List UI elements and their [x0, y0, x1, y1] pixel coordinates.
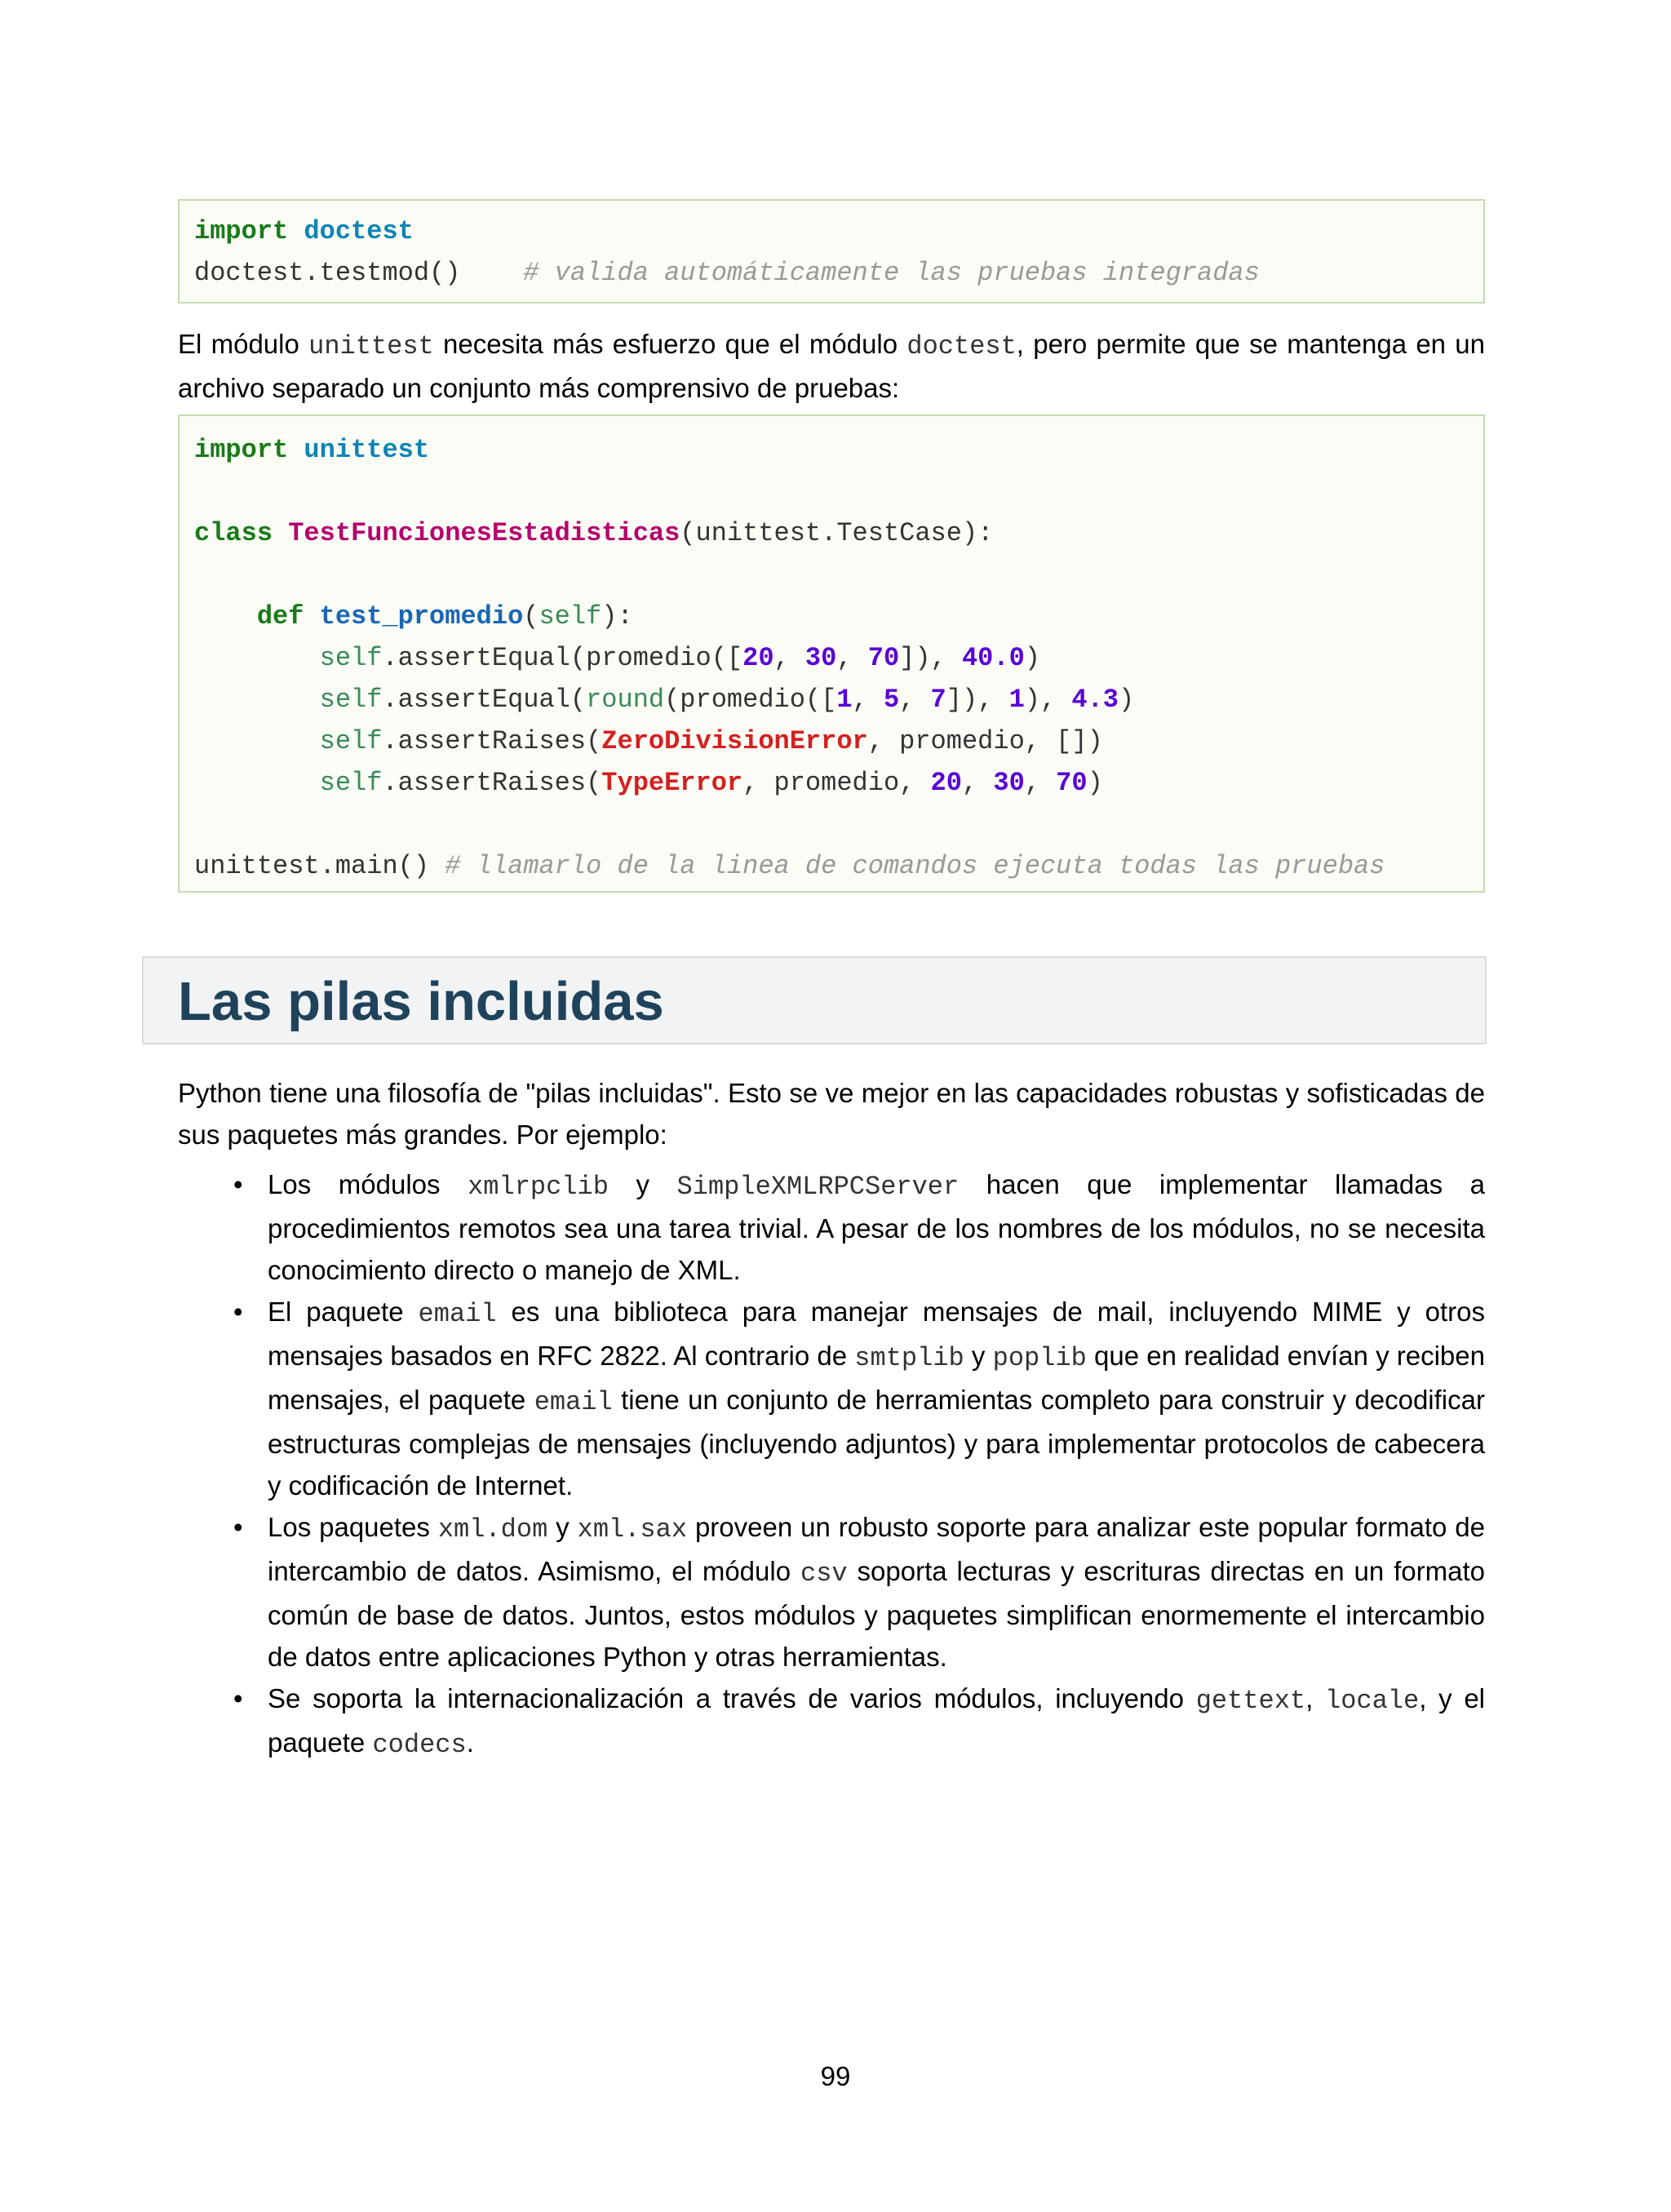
code-text: , [836, 643, 868, 673]
self-keyword: self [319, 643, 383, 673]
inline-code: codecs [372, 1730, 467, 1760]
text: Se soporta la internacionalización a través de varios módulos, incluyendo [268, 1683, 1196, 1713]
code-text: ]), [946, 685, 1009, 715]
code-line-blank [194, 804, 1483, 845]
code-line [194, 596, 1483, 637]
inline-code: email [534, 1387, 613, 1417]
code-line-blank [194, 554, 1483, 596]
code-line-blank [194, 471, 1483, 512]
code-line [194, 637, 1483, 679]
number: 5 [883, 685, 900, 715]
text: , y el paquete [268, 1683, 1486, 1758]
code-text: ( [523, 601, 539, 632]
inline-code: xml.sax [577, 1514, 688, 1545]
inline-code: poplib [992, 1343, 1087, 1373]
code-line [194, 512, 1483, 554]
code-text: unittest.main() [194, 851, 445, 881]
code-text: ]), [899, 643, 962, 673]
exception-name: TypeError [601, 768, 743, 798]
code-text: , [899, 685, 931, 715]
keyword: import [194, 435, 289, 465]
code-comment: # valida automáticamente las pruebas integradas [523, 258, 1260, 288]
code-text: , [961, 768, 994, 798]
code-comment: # llamarlo de la linea de comandos ejecuta todas las pruebas [445, 851, 1385, 881]
code-block-doctest [178, 199, 1485, 304]
builtin-round: round [586, 685, 665, 715]
text: Los paquetes [268, 1512, 438, 1542]
bullet-list [178, 1164, 1485, 1766]
keyword: def [256, 601, 304, 632]
self-keyword: self [539, 601, 602, 632]
function-name: test_promedio [319, 601, 524, 632]
number: 40.0 [961, 643, 1025, 673]
keyword: class [194, 518, 273, 548]
code-text: .assertEqual(promedio([ [382, 643, 743, 673]
text: , pero permite que se mantenga en un archivo separado un conjunto más comprensivo de pruebas: [178, 329, 1485, 403]
code-line [194, 679, 1483, 720]
number: 30 [993, 768, 1025, 798]
code-text: , promedio, [742, 768, 931, 798]
code-text: .assertEqual( [382, 685, 587, 715]
code-text: , [773, 643, 805, 673]
text: hacen que implementar llamadas a procedimientos remotos sea una tarea trivial. A pesar de los nombres de los módulos, no se necesita conocimiento directo o manejo de XML. [268, 1169, 1485, 1285]
self-keyword: self [319, 685, 383, 715]
text: proveen un robusto soporte para analizar este popular formato de intercambio de datos. Asimismo, el módulo [268, 1512, 1485, 1586]
inline-code: smtplib [854, 1343, 964, 1373]
code-block-unittest [178, 414, 1485, 893]
text: , [1305, 1683, 1326, 1713]
keyword: import [194, 216, 289, 246]
code-text: , promedio, []) [867, 726, 1103, 756]
bullet-icon: • [233, 1683, 243, 1713]
text: soporta lecturas y escrituras directas en un formato común de base de datos. Juntos, estos módulos y paquetes simplifican enormemente el intercambio de datos entre aplicaciones Python y otras herramientas. [268, 1556, 1485, 1672]
text: es una biblioteca para manejar mensajes de mail, incluyendo MIME y otros mensajes basados en RFC 2822. Al contrario de [268, 1297, 1485, 1371]
inline-code: xml.dom [437, 1514, 548, 1545]
inline-code: csv [800, 1558, 848, 1589]
number: 1 [836, 685, 853, 715]
text: necesita más esfuerzo que el módulo [433, 329, 907, 359]
bullet-icon: • [233, 1297, 243, 1327]
code-text: , [852, 685, 884, 715]
code-text: ), [1024, 685, 1072, 715]
code-text: , [1024, 768, 1057, 798]
list-item [178, 1291, 1485, 1506]
section-heading-box [142, 956, 1487, 1044]
paragraph-intro: Python tiene una filosofía de "pilas incluidas". Esto se ve mejor en las capacidades robustas y sofisticadas de sus paquetes más grandes. Por ejemplo: [178, 1078, 1485, 1150]
code-text: .assertRaises( [382, 768, 602, 798]
code-line [194, 762, 1483, 804]
number: 7 [930, 685, 946, 715]
page-number: 99 [820, 2061, 851, 2091]
self-keyword: self [319, 726, 383, 756]
bullet-icon: • [233, 1512, 243, 1542]
text: que en realidad envían y reciben mensajes, el paquete [268, 1341, 1485, 1415]
list-item [178, 1164, 1485, 1291]
inline-code: SimpleXMLRPCServer [676, 1172, 960, 1202]
code-text: ): [601, 601, 633, 632]
number: 70 [1056, 768, 1088, 798]
inline-code: xmlrpclib [468, 1172, 609, 1202]
code-line [194, 252, 1483, 294]
inline-code: email [418, 1299, 497, 1329]
inline-code: unittest [308, 331, 434, 361]
code-line [194, 211, 1483, 252]
text: . [466, 1727, 474, 1758]
section-heading: Las pilas incluidas [178, 971, 664, 1032]
text: y [964, 1341, 993, 1371]
code-line [194, 720, 1483, 762]
code-text: (unittest.TestCase): [680, 518, 994, 548]
number: 20 [742, 643, 774, 673]
module-name: doctest [304, 216, 414, 246]
text: y [608, 1169, 677, 1199]
list-item [178, 1678, 1485, 1766]
text: y [547, 1512, 578, 1542]
text: El módulo [178, 329, 309, 359]
inline-code: doctest [906, 331, 1017, 361]
text: tiene un conjunto de herramientas completo para construir y decodificar estructuras complejas de mensajes (incluyendo adjuntos) y para implementar protocolos de cabecera y codificación de Internet. [268, 1385, 1485, 1501]
list-item [178, 1506, 1485, 1678]
number: 1 [1008, 685, 1025, 715]
number: 20 [930, 768, 962, 798]
exception-name: ZeroDivisionError [601, 726, 868, 756]
code-text: (promedio([ [664, 685, 837, 715]
code-line [194, 429, 1483, 471]
number: 4.3 [1071, 685, 1119, 715]
text: El paquete [268, 1297, 419, 1327]
code-text: doctest.testmod() [194, 258, 461, 288]
code-text: .assertRaises( [382, 726, 602, 756]
code-line [194, 845, 1483, 887]
module-name: unittest [304, 435, 430, 465]
inline-code: locale [1325, 1686, 1420, 1716]
bullet-icon: • [233, 1169, 243, 1199]
code-text: ) [1024, 643, 1040, 673]
number: 30 [804, 643, 837, 673]
code-text: ) [1118, 685, 1135, 715]
paragraph-unittest [178, 323, 1485, 409]
class-name: TestFuncionesEstadisticas [288, 518, 680, 548]
inline-code: gettext [1195, 1686, 1306, 1716]
code-text: ) [1087, 768, 1103, 798]
number: 70 [867, 643, 900, 673]
text: Los módulos [268, 1169, 468, 1199]
self-keyword: self [319, 768, 383, 798]
